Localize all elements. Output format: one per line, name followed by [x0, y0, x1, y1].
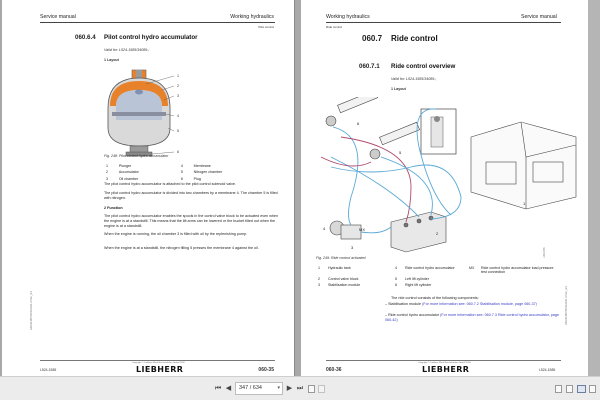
legend-num: 5: [180, 170, 183, 175]
legend-num: 1: [106, 164, 108, 168]
layout-heading: 1 Layout: [391, 87, 406, 91]
legend-num: 6: [395, 283, 397, 288]
legend-label: Ride control hydro accumulator load pressure test connection: [481, 266, 554, 275]
page-right: [301, 0, 588, 376]
two-page-view-icon[interactable]: [577, 385, 586, 393]
paragraph: The pilot control hydro accumulator is divided into two chambers by a membrane 4. The chamber 5 is filled with nitrogen.: [104, 191, 278, 200]
header-rule: [40, 22, 275, 23]
header-rule: [326, 22, 561, 23]
paragraph: The pilot control hydro accumulator is attached to the pilot control solenoid valve.: [104, 182, 237, 186]
legend-row: [318, 283, 559, 287]
accumulator-illustration: [102, 68, 182, 158]
diagram-label-3: 3: [351, 245, 354, 250]
vertical-scrollbar[interactable]: [588, 0, 600, 376]
legend-table: [316, 264, 561, 290]
legend-label: Membrane: [193, 164, 211, 168]
chevron-down-icon[interactable]: ▾: [277, 385, 280, 391]
legend-num: MX: [469, 266, 475, 270]
viewer-toolbar: [0, 376, 600, 400]
section-title: Ride control: [391, 34, 438, 43]
callout-5: 5: [177, 129, 179, 133]
paragraph: The pilot control hydro accumulator enables the spools in the control valve block to be actuated even when the engine is at a standstill. This means that the lift arms can be lowered or the bucket tilted out when the engine is at a standstill.: [104, 214, 279, 228]
liebherr-logo: LIEBHERR: [136, 365, 184, 374]
last-page-button[interactable]: [295, 383, 305, 395]
legend-num: 2: [318, 276, 320, 281]
component-item: [385, 302, 561, 307]
header-left: Working hydraulics: [326, 14, 370, 20]
legend-num: 4: [180, 164, 183, 168]
legend-label: Stabilisation module: [328, 283, 361, 288]
continuous-view-icon[interactable]: [566, 385, 573, 393]
legend-num: 5: [395, 276, 397, 281]
callout-3: 3: [177, 94, 179, 98]
legend-num: 2: [106, 170, 108, 175]
callout-4: 4: [177, 114, 179, 118]
header-right: Service manual: [521, 14, 557, 20]
legend-label: Nitrogen chamber: [193, 170, 223, 175]
prev-page-button[interactable]: [224, 383, 233, 395]
component-name: Ride control hydro accumulator: [388, 313, 440, 317]
single-page-view-icon[interactable]: [555, 385, 562, 393]
footer-rule: [40, 360, 275, 361]
subsection-number: 060.7.1: [359, 63, 380, 70]
legend-label: Accumulator: [118, 170, 139, 175]
legend-label: Plug: [193, 176, 201, 181]
legend-label: Hydraulic tank: [328, 266, 351, 270]
legend-num: 6: [180, 176, 183, 181]
function-heading: 2 Function: [104, 206, 123, 210]
callout-1: 1: [177, 74, 179, 78]
footer-page-number: 060-35: [258, 367, 274, 373]
footer-right: L524-1585: [539, 368, 556, 372]
diagram-label-2: 2: [436, 231, 439, 236]
legend-label: Plunger: [118, 164, 132, 168]
bullet: –: [385, 302, 389, 306]
bullet: –: [385, 313, 389, 317]
component-link[interactable]: (For more information see: 060.7.2 Stabilisation module, page 060-37): [422, 302, 537, 306]
header-left: Service manual: [40, 14, 76, 20]
footer-page-number: 060-36: [326, 367, 342, 373]
subheader: Pilot control: [258, 25, 274, 29]
component-name: Stabilisation module: [388, 302, 422, 306]
legend-row: [106, 170, 262, 174]
paste-page-icon[interactable]: [318, 385, 325, 393]
page-left: [2, 0, 295, 376]
diagram-label-1: 1: [523, 201, 526, 206]
subsection-title: Ride control overview: [391, 63, 456, 70]
figure-id: L0011978: [543, 247, 546, 258]
component-item: [385, 313, 561, 323]
copy-page-icon[interactable]: [308, 385, 315, 393]
side-code: LBH/11465760/01/A/11-07/en_US: [565, 286, 568, 325]
legend-num: 1: [318, 266, 320, 270]
footer-copyright: Copyright © Liebherr-Werk Bischofshofen GmbH 2010: [132, 362, 185, 364]
next-page-icon: ▶: [286, 385, 293, 392]
legend-label: Right lift cylinder: [405, 283, 432, 288]
paragraph: When the engine is at a standstill, the nitrogen filling 5 presses the membrane 4 against the oil.: [104, 246, 259, 250]
legend-num: 3: [318, 283, 320, 288]
footer-rule: [326, 360, 561, 361]
footer-left: L524-1585: [40, 368, 57, 372]
last-page-icon: ⏭: [296, 385, 304, 392]
legend-label: Oil chamber: [118, 176, 139, 181]
diagram-label-6: 6: [357, 121, 360, 126]
component-link[interactable]: (For more information see: 060.7.3 Ride control hydro accumulator, page 060-42): [385, 313, 560, 322]
diagram-label-4: 4: [323, 226, 326, 231]
page-number-input[interactable]: [235, 382, 283, 395]
page-indicator: 347 / 634: [239, 385, 262, 391]
legend-num: 3: [106, 176, 108, 181]
legend-label: Ride control hydro accumulator: [405, 266, 455, 270]
subheader: Ride control: [326, 25, 343, 29]
legend-row: [318, 266, 559, 275]
figure-caption: Fig. 248: Pilot control hydro accumulator: [104, 154, 169, 158]
layout-heading: 1 Layout: [104, 58, 119, 62]
callout-2: 2: [177, 84, 179, 88]
section-number: 060.7: [362, 34, 383, 43]
first-page-icon: ⏮: [214, 385, 222, 392]
two-page-continuous-view-icon[interactable]: [589, 385, 596, 393]
diagram-label-5: 5: [399, 150, 402, 155]
side-code: LBH/11465760/01/A/11-07/en_US: [30, 291, 33, 330]
section-number: 060.6.4: [75, 34, 96, 41]
section-title: Pilot control hydro accumulator: [104, 34, 198, 41]
callout-6: 6: [177, 150, 179, 154]
first-page-button[interactable]: [213, 383, 223, 395]
prev-page-icon: ◀: [225, 385, 232, 392]
legend-num: 4: [395, 266, 397, 270]
header-right: Working hydraulics: [230, 14, 274, 20]
footer-copyright: Copyright © Liebherr-Werk Bischofshofen GmbH 2010: [418, 362, 471, 364]
paragraph: When the engine is running, the oil chamber 3 is filled with oil by the replenishing pump.: [104, 232, 248, 236]
figure-caption: Fig. 249: Ride control activated: [316, 256, 366, 260]
next-page-button[interactable]: [285, 383, 294, 395]
valid-for: Valid for: L524-1585/34089-;: [391, 77, 437, 81]
legend-row: [106, 164, 262, 168]
components-intro: The ride control consists of the following components:: [391, 296, 479, 300]
ride-control-diagram: [311, 97, 581, 255]
valid-for: Valid for: L524-1585/34089-;: [104, 48, 150, 52]
legend-table: [104, 162, 264, 183]
legend-label: Control valve block: [328, 276, 359, 281]
legend-row: [318, 277, 559, 281]
legend-label: Left lift cylinder: [405, 276, 429, 281]
diagram-label-mx: MX: [359, 227, 365, 232]
liebherr-logo: LIEBHERR: [422, 365, 470, 374]
legend-row: [106, 177, 262, 181]
